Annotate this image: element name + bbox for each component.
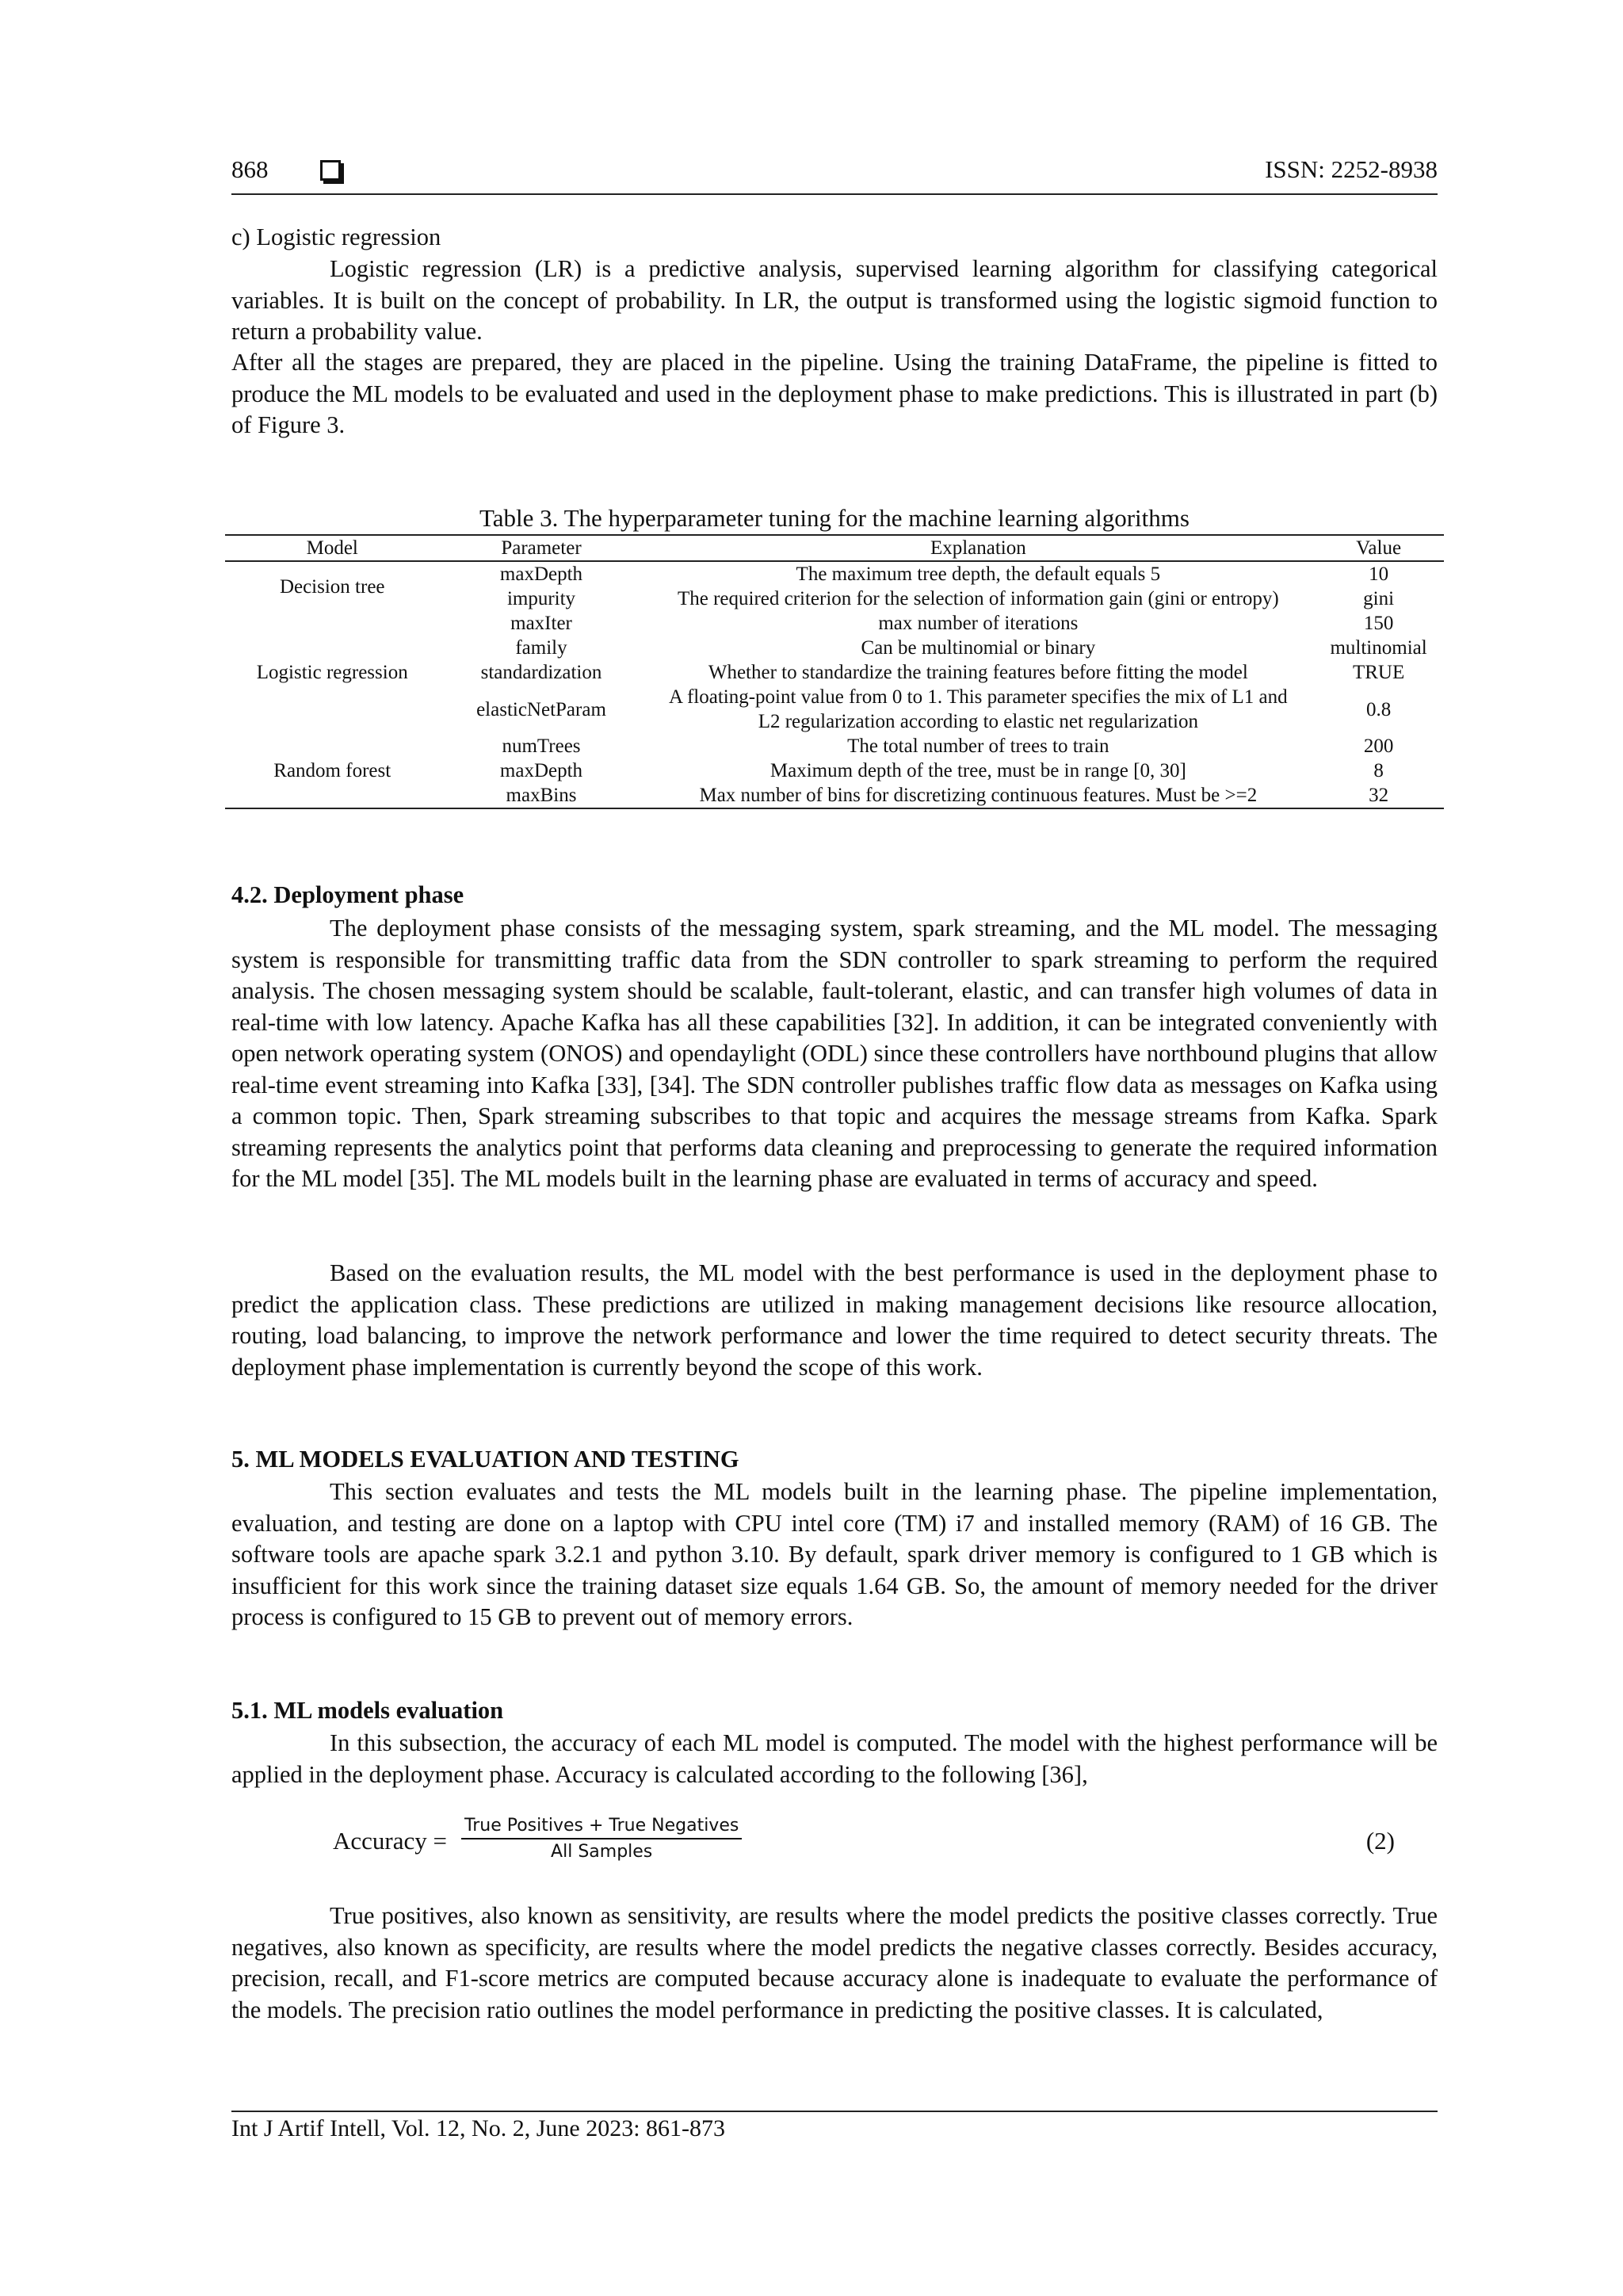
parameter-cell: numTrees	[502, 735, 581, 757]
explanation-cell: A floating-point value from 0 to 1. This parameter specifies the mix of L1 and L2 regularization according to elastic net regularization	[669, 686, 1288, 732]
section-5-1-paragraph-1: In this subsection, the accuracy of each ML model is computed. The model with the highest performance will be applied in the deployment phase. Accuracy is calculated according to the following [36],	[231, 1729, 1438, 1788]
parameter-cell: maxDepth	[499, 760, 583, 781]
explanation-cell: The total number of trees to train	[847, 735, 1109, 757]
table-header-row	[225, 535, 1444, 561]
parameter-cell: maxIter	[510, 613, 572, 634]
parameter-cell: impurity	[506, 588, 576, 609]
column-header-model: Model	[225, 535, 439, 561]
table-3	[225, 534, 1444, 809]
column-header-parameter: Parameter	[439, 535, 643, 561]
equation-number: (2)	[1365, 1827, 1395, 1855]
section-5-heading: 5. ML MODELS EVALUATION AND TESTING	[231, 1446, 739, 1473]
model-cell: Random forest	[225, 734, 439, 808]
explanation-cell: Whether to standardize the training features before fitting the model	[708, 662, 1248, 683]
explanation-cell: The required criterion for the selection of information gain (gini or entropy)	[677, 588, 1279, 609]
value-cell: 10	[1369, 563, 1389, 585]
equation-numerator: True Positives + True Negatives	[461, 1816, 742, 1839]
model-cell: Decision tree	[279, 575, 385, 598]
section-c-paragraph-2: After all the stages are prepared, they are placed in the pipeline. Using the training DataFrame, the pipeline is fitted to produce the ML models to be evaluated and used in the deployment phase to make predictions. This is illustrated in part (b) of Figure 3.	[231, 349, 1438, 438]
section-4-2-heading: 4.2. Deployment phase	[231, 881, 464, 908]
value-cell: gini	[1363, 588, 1395, 609]
section-c-heading: c) Logistic regression	[231, 223, 441, 250]
column-header-explanation: Explanation	[643, 535, 1314, 561]
equation-lhs: Accuracy =	[333, 1827, 447, 1855]
value-cell: 32	[1313, 783, 1444, 808]
table-3-caption: Table 3. The hyperparameter tuning for the machine learning algorithms	[479, 504, 1190, 532]
section-5-paragraph-1: This section evaluates and tests the ML models built in the learning phase. The pipeline implementation, evaluation, and testing are done on a laptop with CPU intel core (TM) i7 and installed memory (RAM) of 16 GB. The software tools are apache spark 3.2.1 and python 3.10. By default, spark driver memory is configured to 1 GB which is insufficient for this work since the training dataset size equals 1.64 GB. So, the amount of memory needed for the driver process is configured to 15 GB to prevent out of memory errors.	[231, 1478, 1438, 1630]
explanation-cell: Can be multinomial or binary	[861, 637, 1096, 659]
explanation-cell: Maximum depth of the tree, must be in range [0, 30]	[769, 760, 1186, 781]
section-5-1-paragraph-2: True positives, also known as sensitivity, are results where the model predicts the positive classes correctly. True negatives, also known as specificity, are results where the model predicts the negative classes correctly. Besides accuracy, precision, recall, and F1-score metrics are computed because accuracy alone is inadequate to evaluate the performance of the models. The precision ratio outlines the model performance in predicting the positive classes. It is calculated,	[231, 1902, 1438, 2023]
page-footer	[231, 2111, 1438, 2142]
value-cell: 200	[1363, 735, 1394, 757]
value-cell: multinomial	[1330, 637, 1427, 659]
issn-label: ISSN: 2252-8938	[1265, 155, 1438, 183]
explanation-cell: The maximum tree depth, the default equals 5	[796, 563, 1161, 585]
value-cell: 150	[1363, 613, 1394, 634]
value-cell: 8	[1373, 760, 1384, 781]
table-row	[225, 734, 1444, 758]
parameter-cell: elasticNetParam	[476, 698, 606, 720]
accuracy-equation	[333, 1816, 1395, 1868]
column-header-value: Value	[1313, 535, 1444, 561]
section-4-2-paragraph-2: Based on the evaluation results, the ML model with the best performance is used in the deployment phase to predict the application class. These predictions are utilized in making management decisions like resource allocation, routing, load balancing, to improve the network performance and lower the time required to detect security threats. The deployment phase implementation is currently beyond the scope of this work.	[231, 1259, 1438, 1381]
table-row	[225, 561, 1444, 586]
section-5-1-heading: 5.1. ML models evaluation	[231, 1697, 504, 1724]
section-4-2-paragraph-1: The deployment phase consists of the messaging system, spark streaming, and the ML model. The messaging system is responsible for transmitting traffic data from the SDN controller to spark streaming to perform the required analysis. The chosen messaging system should be scalable, fault-tolerant, elastic, and can transfer high volumes of data in real-time with low latency. Apache Kafka has all these capabilities [32]. In addition, it can be integrated conveniently with open network operating system (ONOS) and opendaylight (ODL) since these controllers have northbound plugins that allow real-time event streaming into Kafka [33], [34]. The SDN controller publishes traffic flow data as messages on Kafka using a common topic. Then, Spark streaming subscribes to that topic and acquires the message streams from Kafka. Spark streaming represents the analytics point that performs data cleaning and preprocessing to generate the required information for the ML model [35]. The ML models built in the learning phase are evaluated in terms of accuracy and speed.	[231, 915, 1438, 1192]
equation-fraction	[461, 1816, 742, 1862]
table-row	[225, 611, 1444, 636]
parameter-cell: family	[515, 637, 567, 659]
parameter-cell: maxDepth	[499, 563, 583, 585]
equation-denominator: All Samples	[551, 1842, 653, 1862]
model-cell: Logistic regression	[256, 662, 408, 683]
explanation-cell: max number of iterations	[878, 613, 1079, 634]
value-cell: TRUE	[1352, 662, 1405, 683]
page-header	[231, 155, 1438, 195]
page-number: 868	[231, 155, 269, 183]
section-c-paragraph-1: Logistic regression (LR) is a predictive analysis, supervised learning algorithm for classifying categorical variables. It is built on the concept of probability. In LR, the output is transformed using the logistic sigmoid function to return a probability value.	[231, 255, 1438, 345]
parameter-cell: maxBins	[439, 783, 643, 808]
journal-citation: Int J Artif Intell, Vol. 12, No. 2, June 2023: 861-873	[231, 2115, 726, 2141]
parameter-cell: standardization	[480, 662, 602, 683]
checkbox-square-icon	[320, 160, 341, 181]
explanation-cell: Max number of bins for discretizing continuous features. Must be >=2	[643, 783, 1314, 808]
value-cell: 0.8	[1365, 698, 1392, 720]
